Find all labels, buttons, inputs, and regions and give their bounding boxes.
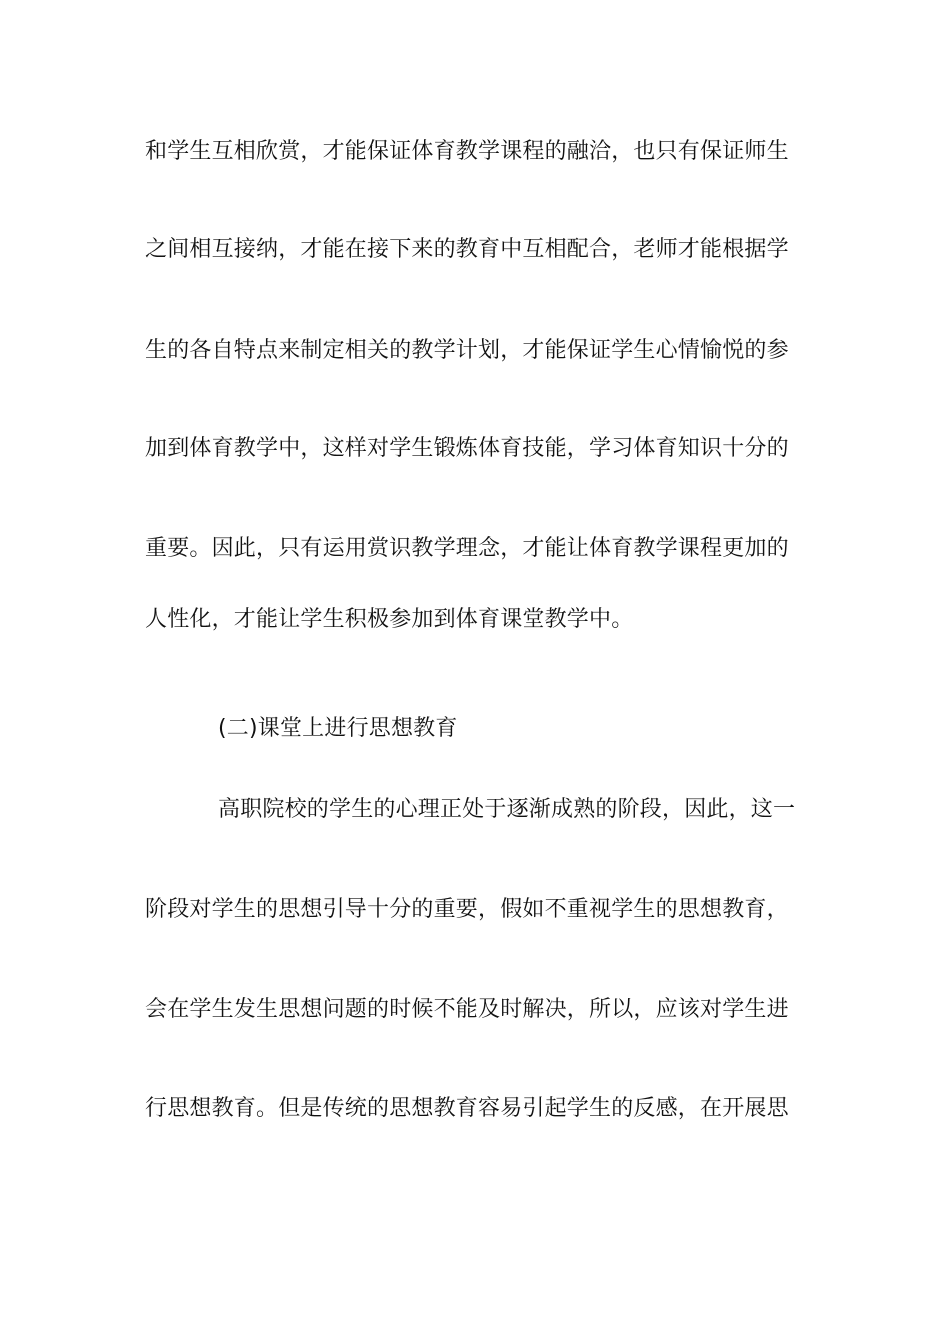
- paragraph-line: 高职院校的学生的心理正处于逐渐成熟的阶段，因此，这一: [218, 797, 796, 822]
- paragraph-line: 人性化，才能让学生积极参加到体育课堂教学中。: [145, 607, 634, 632]
- paragraph-line: 阶段对学生的思想引导十分的重要，假如不重视学生的思想教育，: [145, 897, 789, 922]
- paragraph-line: 生的各自特点来制定相关的教学计划，才能保证学生心情愉悦的参: [145, 338, 789, 363]
- paragraph-line: 重要。因此，只有运用赏识教学理念，才能让体育教学课程更加的: [145, 536, 789, 561]
- paragraph-line: 行思想教育。但是传统的思想教育容易引起学生的反感，在开展思: [145, 1096, 789, 1121]
- paragraph-line: 和学生互相欣赏，才能保证体育教学课程的融洽，也只有保证师生: [145, 139, 789, 164]
- paragraph-line: 会在学生发生思想问题的时候不能及时解决，所以，应该对学生进: [145, 997, 789, 1022]
- paragraph-line: 之间相互接纳，才能在接下来的教育中互相配合，老师才能根据学: [145, 237, 789, 262]
- section-heading: (二)课堂上进行思想教育: [218, 716, 458, 741]
- paragraph-line: 加到体育教学中，这样对学生锻炼体育技能，学习体育知识十分的: [145, 436, 789, 461]
